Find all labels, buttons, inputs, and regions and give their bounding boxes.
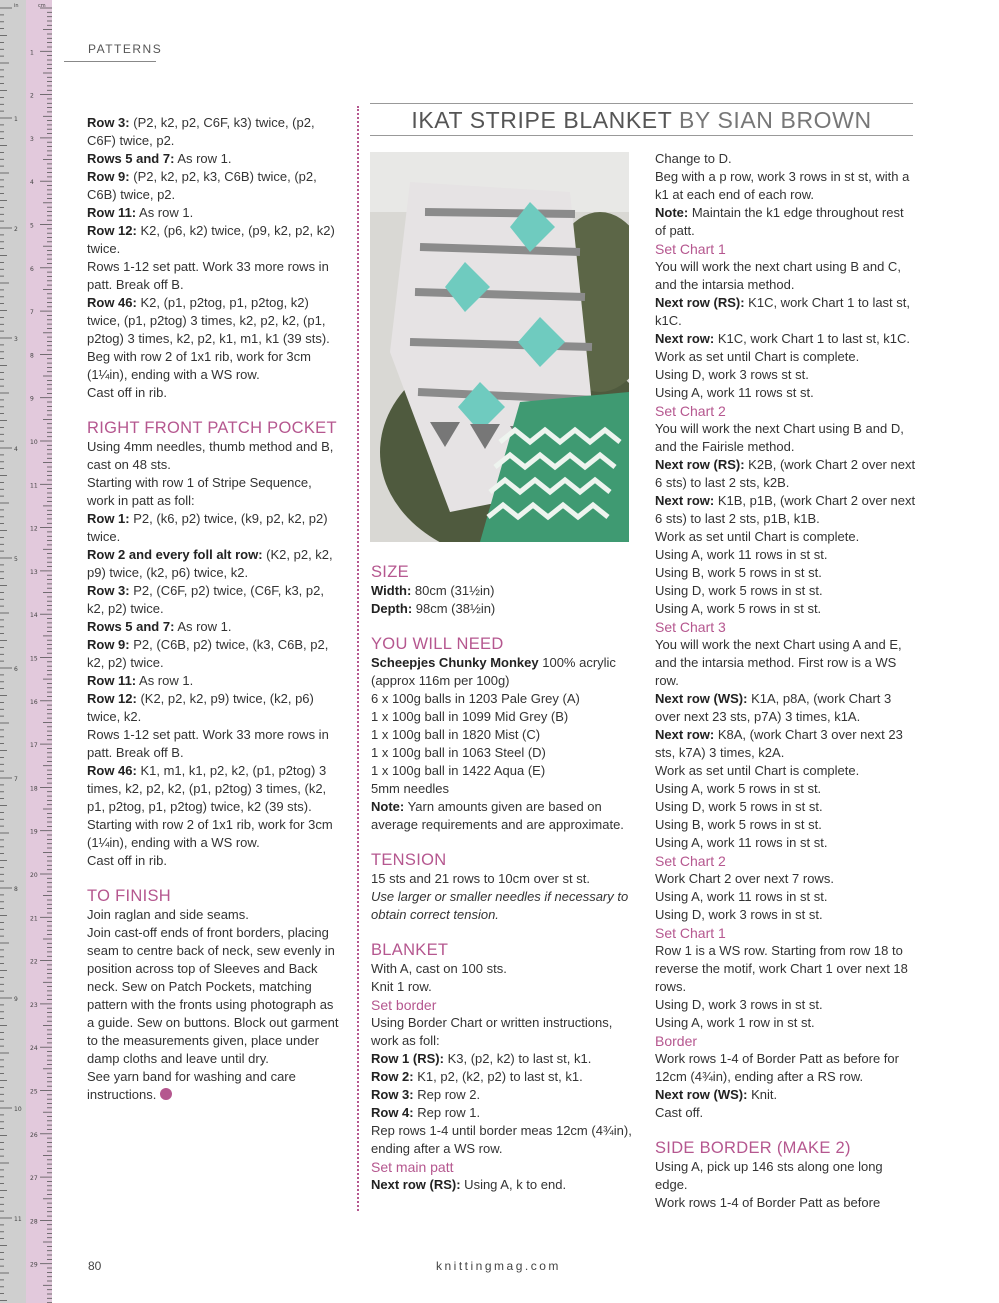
material-text: 100% acrylic (approx 116m per 100g)	[371, 655, 616, 688]
cm-label: 26	[30, 1131, 38, 1139]
col3-text: K8A, (work Chart 3 over next 23 sts, k7A) 3 times, k2A.	[655, 727, 903, 760]
col3-line	[655, 204, 917, 240]
cm-label: 8	[30, 352, 34, 360]
col3-text: Using D, work 3 rows st st.	[655, 367, 809, 382]
col3-line	[655, 1086, 917, 1104]
border-line	[371, 1014, 636, 1050]
back-line	[87, 258, 342, 294]
pocket-text: Starting with row 1 of Stripe Sequence, work in patt as foll:	[87, 475, 312, 508]
col3-text: K1A, p8A, (work Chart 3 over next 23 sts, p7A) 3 times, k1A.	[655, 691, 892, 724]
material-text: 5mm needles	[371, 781, 450, 796]
border-instructions	[371, 1014, 636, 1158]
material-line	[371, 654, 636, 690]
material-text: Yarn amounts given are based on average requirements and are approximate.	[371, 799, 624, 832]
col3-text: Work as set until Chart is complete.	[655, 763, 860, 778]
finish-heading: TO FINISH	[87, 887, 171, 905]
border-line	[371, 1104, 636, 1122]
pocket-line	[87, 726, 342, 762]
size-line	[371, 600, 636, 618]
cm-label: 20	[30, 872, 38, 879]
back-text: Beg with row 2 of 1x1 rib, work for 3cm (1¼in), ending with a WS row.	[87, 349, 311, 382]
col3-line	[655, 996, 917, 1014]
col3-text: Using A, pick up 146 sts along one long edge.	[655, 1159, 883, 1192]
material-text: 1 x 100g ball in 1099 Mid Grey (B)	[371, 709, 569, 724]
col3-text: You will work the next Chart using A and E, and the intarsia method. First row is a WS row.	[655, 637, 902, 688]
side-border-heading: SIDE BORDER (MAKE 2)	[655, 1139, 851, 1157]
tension-note: Use larger or smaller needles if necessary to obtain correct tension.	[371, 889, 629, 922]
inch-label: 6	[14, 666, 18, 673]
pocket-text: As row 1.	[136, 673, 194, 688]
back-line	[87, 114, 342, 150]
back-line	[87, 348, 342, 384]
back-text: (P2, k2, p2, k3, C6B) twice, (p2, C6B) twice, p2.	[87, 169, 317, 202]
finish-text: Join raglan and side seams.	[87, 907, 249, 922]
inch-label: 8	[14, 886, 18, 893]
main-text: Using A, k to end.	[460, 1177, 567, 1192]
tension-heading: TENSION	[371, 851, 447, 869]
inch-label: 4	[14, 446, 18, 453]
col3-text: K1B, p1B, (work Chart 2 over next 6 sts) to last 2 sts, p1B, k1B.	[655, 493, 916, 526]
material-text: 1 x 100g ball in 1422 Aqua (E)	[371, 763, 546, 778]
col3-line	[655, 870, 917, 888]
ruler-unit-label: in	[14, 3, 19, 9]
pocket-line	[87, 618, 342, 636]
col3-line	[655, 546, 917, 564]
pocket-label: Row 1:	[87, 511, 130, 526]
material-text: 1 x 100g ball in 1820 Mist (C)	[371, 727, 541, 742]
cm-label: 25	[30, 1088, 38, 1096]
material-line	[371, 762, 636, 780]
size-heading: SIZE	[371, 563, 409, 581]
pocket-label: Row 2 and every foll alt row:	[87, 547, 263, 562]
back-text: Cast off in rib.	[87, 385, 167, 400]
col3-line	[655, 726, 917, 762]
col3-text: K1C, work Chart 1 to last st, k1C.	[655, 295, 911, 328]
cm-label: 23	[30, 1001, 38, 1009]
border-label: Row 4:	[371, 1105, 414, 1120]
col3-line	[655, 636, 917, 690]
pocket-line	[87, 762, 342, 816]
material-label: Scheepjes Chunky Monkey	[371, 655, 539, 670]
finish-line	[87, 906, 342, 924]
material-line	[371, 708, 636, 726]
finish-line	[87, 1068, 342, 1104]
col3-line	[655, 780, 917, 798]
inch-label: 11	[14, 1216, 22, 1223]
col3-line	[655, 834, 917, 852]
col3-label: Next row (WS):	[655, 1087, 748, 1102]
col3-label: Next row:	[655, 331, 715, 346]
footer-site: knittingmag.com	[436, 1259, 561, 1273]
material-line	[371, 780, 636, 798]
border-line	[371, 1050, 636, 1068]
inch-label: 1	[14, 116, 18, 123]
inch-label: 10	[14, 1106, 22, 1113]
pocket-line	[87, 672, 342, 690]
col3-text: Using D, work 3 rows in st st.	[655, 907, 823, 922]
pocket-line	[87, 510, 342, 546]
main-label: Next row (RS):	[371, 1177, 461, 1192]
border-text: K3, (p2, k2) to last st, k1.	[443, 1051, 592, 1066]
col3-text: Work rows 1-4 of Border Patt as before for 12cm (4¾in), ending after a RS row.	[655, 1051, 899, 1084]
back-label: Row 46:	[87, 295, 137, 310]
back-line	[87, 150, 342, 168]
cm-label: 9	[30, 395, 34, 403]
col3-subheading: Set Chart 2	[655, 403, 726, 419]
cm-label: 22	[30, 958, 38, 966]
back-text: K2, (p6, k2) twice, (p9, k2, p2, k2) twice.	[87, 223, 335, 256]
col3-text: Work rows 1-4 of Border Patt as before	[655, 1195, 881, 1210]
pocket-text: K1, m1, k1, p2, k2, (p1, p2tog) 3 times, k2, p2, k2, (p1, p2tog) 3 times, (k2, p1, p2tog, p1, p2tog) twice, k2 (39 sts).	[87, 763, 327, 814]
pocket-line	[87, 690, 342, 726]
back-text: K2, (p1, p2tog, p1, p2tog, k2) twice, (p1, p2tog) 3 times, k2, p2, k2, (p1, p2tog) 3 times, k2, p2, k1, m1, k1 (39 sts).	[87, 295, 330, 346]
cm-label: 3	[30, 135, 34, 143]
section-label: PATTERNS	[88, 42, 163, 56]
cm-label: 24	[30, 1045, 38, 1053]
back-text: (P2, k2, p2, C6F, k3) twice, (p2, C6F) twice, p2.	[87, 115, 315, 148]
blanket-intro-2: Knit 1 row.	[371, 979, 432, 994]
size-list	[371, 582, 636, 618]
col3-text: Using A, work 11 rows in st st.	[655, 835, 828, 850]
border-label: Row 3:	[371, 1087, 414, 1102]
blanket-heading: BLANKET	[371, 941, 449, 959]
back-line	[87, 222, 342, 258]
border-text: Using Border Chart or written instructions, work as foll:	[371, 1015, 613, 1048]
back-label: Rows 5 and 7:	[87, 151, 175, 166]
pocket-label: Rows 5 and 7:	[87, 619, 175, 634]
col3-line	[655, 528, 917, 546]
pocket-line	[87, 438, 342, 474]
cm-label: 14	[30, 612, 38, 620]
size-line	[371, 582, 636, 600]
col3-label: Next row (WS):	[655, 691, 748, 706]
col3-line	[655, 1194, 917, 1212]
cm-label: 16	[30, 698, 38, 706]
pocket-text: Cast off in rib.	[87, 853, 167, 868]
cm-label: 6	[30, 265, 34, 273]
pocket-instructions	[87, 438, 342, 870]
col3-line	[655, 258, 917, 294]
col3-text: K1C, work Chart 1 to last st, k1C.	[714, 331, 911, 346]
pocket-text: P2, (k6, p2) twice, (k9, p2, k2, p2) twice.	[87, 511, 328, 544]
col3-line	[655, 690, 917, 726]
col3-line	[655, 1050, 917, 1086]
cm-label: 7	[30, 309, 34, 317]
size-text: 80cm (31½in)	[411, 583, 495, 598]
finish-instructions	[87, 906, 342, 1104]
cm-label: 18	[30, 785, 38, 793]
col3-line	[655, 816, 917, 834]
cm-label: 27	[30, 1175, 38, 1183]
col3-line	[655, 492, 917, 528]
material-text: 6 x 100g balls in 1203 Pale Grey (A)	[371, 691, 580, 706]
set-main-subheading: Set main patt	[371, 1159, 454, 1175]
col3-line	[655, 1014, 917, 1032]
cm-label: 2	[30, 92, 34, 100]
col3-line	[655, 420, 917, 456]
back-line	[87, 168, 342, 204]
main-line	[371, 1176, 636, 1194]
col3-line	[655, 294, 917, 330]
col3-text: Work as set until Chart is complete.	[655, 349, 860, 364]
pocket-text: P2, (C6F, p2) twice, (C6F, k3, p2, k2, p2) twice.	[87, 583, 324, 616]
border-label: Row 1 (RS):	[371, 1051, 444, 1066]
inch-label: 2	[14, 226, 18, 233]
col3-line	[655, 384, 917, 402]
back-line	[87, 384, 342, 402]
pocket-line	[87, 816, 342, 852]
col3-text: You will work the next Chart using B and D, and the Fairisle method.	[655, 421, 904, 454]
col3-line	[655, 456, 917, 492]
col3-line	[655, 582, 917, 600]
col3-text: Knit.	[747, 1087, 778, 1102]
border-text: Rep row 1.	[413, 1105, 481, 1120]
col3-subheading: Set Chart 1	[655, 925, 726, 941]
cm-label: 4	[30, 179, 34, 187]
blanket-intro-1: With A, cast on 100 sts.	[371, 961, 507, 976]
ruler-ticks	[0, 0, 52, 1303]
cm-label: 1	[30, 49, 34, 57]
inch-label: 9	[14, 996, 18, 1003]
col3-line	[655, 762, 917, 780]
tension-text: 15 sts and 21 rows to 10cm over st st.	[371, 871, 590, 886]
col3-text: Using D, work 5 rows in st st.	[655, 583, 823, 598]
col3-text: Using A, work 11 rows st st.	[655, 385, 814, 400]
cm-label: 28	[30, 1218, 38, 1226]
col3-subheading: Set Chart 1	[655, 241, 726, 257]
blanket-photo	[370, 152, 629, 542]
border-line	[371, 1068, 636, 1086]
back-label: Row 9:	[87, 169, 130, 184]
col3-line	[655, 798, 917, 816]
page-number: 80	[88, 1259, 102, 1273]
pocket-label: Row 3:	[87, 583, 130, 598]
size-label: Depth:	[371, 601, 413, 616]
back-instructions	[87, 114, 342, 402]
cm-label: 10	[30, 439, 38, 446]
col3-line	[655, 366, 917, 384]
title-byline: BY SIAN BROWN	[678, 107, 872, 133]
col3-text: Using D, work 5 rows in st st.	[655, 799, 823, 814]
pocket-line	[87, 582, 342, 618]
pocket-line	[87, 546, 342, 582]
col3-label: Next row:	[655, 493, 715, 508]
cm-label: 29	[30, 1261, 38, 1269]
pocket-label: Row 12:	[87, 691, 137, 706]
material-line	[371, 744, 636, 762]
pocket-text: Using 4mm needles, thumb method and B, cast on 48 sts.	[87, 439, 334, 472]
materials-list	[371, 654, 636, 834]
cm-label: 11	[30, 482, 38, 490]
back-text: Rows 1-12 set patt. Work 33 more rows in patt. Break off B.	[87, 259, 329, 292]
cm-label: 5	[30, 222, 34, 230]
inch-label: 7	[14, 776, 18, 783]
col3-text: Using A, work 11 rows in st st.	[655, 547, 828, 562]
col3-text: Maintain the k1 edge throughout rest of patt.	[655, 205, 904, 238]
material-line	[371, 798, 636, 834]
cm-label: 15	[30, 655, 38, 663]
pocket-line	[87, 636, 342, 672]
col3-text: Using A, work 11 rows in st st.	[655, 889, 828, 904]
set-border-subheading: Set border	[371, 997, 437, 1013]
pocket-text: Rows 1-12 set patt. Work 33 more rows in patt. Break off B.	[87, 727, 329, 760]
col3-text: Using A, work 1 row in st st.	[655, 1015, 815, 1030]
article-title	[370, 107, 913, 134]
col3-line	[655, 1158, 917, 1194]
back-text: As row 1.	[174, 151, 232, 166]
measuring-ruler	[0, 0, 52, 1303]
col3-line	[655, 564, 917, 582]
main-instructions	[371, 1176, 636, 1194]
cm-label: 21	[30, 915, 38, 923]
col3-label: Next row:	[655, 727, 715, 742]
col3-label: Next row (RS):	[655, 457, 745, 472]
col3-subheading: Set Chart 3	[655, 619, 726, 635]
border-line	[371, 1086, 636, 1104]
col3-text: Using A, work 5 rows in st st.	[655, 601, 822, 616]
col3-text: Change to D.	[655, 151, 732, 166]
cm-label: 17	[30, 742, 38, 750]
col3-text: Row 1 is a WS row. Starting from row 18 to reverse the motif, work Chart 1 over next 18 rows.	[655, 943, 908, 994]
col3-line	[655, 348, 917, 366]
column-3	[655, 150, 917, 1212]
col3-text: Work Chart 2 over next 7 rows.	[655, 871, 834, 886]
section-rule	[64, 61, 156, 62]
pocket-text: (K2, p2, k2, p9) twice, (k2, p6) twice, k2.	[87, 691, 314, 724]
finish-text: See yarn band for washing and care instructions.	[87, 1069, 296, 1102]
pocket-text: Starting with row 2 of 1x1 rib, work for 3cm (1¼in), ending with a WS row.	[87, 817, 333, 850]
pocket-text: (K2, p2, k2, p9) twice, (k2, p6) twice, k2.	[87, 547, 333, 580]
border-text: Rep rows 1-4 until border meas 12cm (4¾in), ending after a WS row.	[371, 1123, 632, 1156]
col3-text: Using D, work 3 rows in st st.	[655, 997, 823, 1012]
back-label: Row 12:	[87, 223, 137, 238]
border-text: K1, p2, (k2, p2) to last st, k1.	[413, 1069, 583, 1084]
col3-line	[655, 888, 917, 906]
size-label: Width:	[371, 583, 412, 598]
pocket-line	[87, 474, 342, 510]
col3-label: Next row (RS):	[655, 295, 745, 310]
col3-line	[655, 1104, 917, 1122]
col3-label: Note:	[655, 205, 689, 220]
material-text: 1 x 100g ball in 1063 Steel (D)	[371, 745, 546, 760]
col3-subheading: Set Chart 2	[655, 853, 726, 869]
back-line	[87, 204, 342, 222]
yarn-ball-icon	[160, 1088, 172, 1100]
back-line	[87, 294, 342, 348]
col3-subheading: Border	[655, 1033, 698, 1049]
materials-heading: YOU WILL NEED	[371, 635, 504, 653]
col3-text: K2B, (work Chart 2 over next 6 sts) to last 2 sts, k2B.	[655, 457, 916, 490]
border-line	[371, 1122, 636, 1158]
cm-label: 19	[30, 828, 38, 836]
material-line	[371, 726, 636, 744]
col3-text: Using A, work 5 rows in st st.	[655, 781, 822, 796]
col3-text: Work as set until Chart is complete.	[655, 529, 860, 544]
col3-text: Using B, work 5 rows in st st.	[655, 817, 822, 832]
border-label: Row 2:	[371, 1069, 414, 1084]
pocket-label: Row 11:	[87, 673, 137, 688]
finish-line	[87, 924, 342, 1068]
col3-line	[655, 330, 917, 348]
pocket-text: P2, (C6B, p2) twice, (k3, C6B, p2, k2, p2) twice.	[87, 637, 329, 670]
col3-text: Beg with a p row, work 3 rows in st st, with a k1 at each end of each row.	[655, 169, 910, 202]
article-title-box	[370, 103, 913, 136]
col3-text: You will work the next chart using B and C, and the intarsia method.	[655, 259, 901, 292]
cm-label: 12	[30, 525, 38, 533]
cm-label: 13	[30, 568, 38, 576]
title-main: IKAT STRIPE BLANKET	[411, 107, 672, 133]
material-label: Note:	[371, 799, 405, 814]
col3-line	[655, 942, 917, 996]
column-1	[87, 114, 342, 1104]
material-line	[371, 690, 636, 708]
inch-label: 5	[14, 556, 18, 563]
col3-line	[655, 906, 917, 924]
pocket-label: Row 9:	[87, 637, 130, 652]
ruler-unit-label: cm	[38, 3, 46, 9]
back-text: As row 1.	[136, 205, 194, 220]
col3-line	[655, 168, 917, 204]
column-2	[371, 562, 636, 1194]
col3-line	[655, 600, 917, 618]
pocket-line	[87, 852, 342, 870]
pocket-text: As row 1.	[174, 619, 232, 634]
inch-label: 3	[14, 336, 18, 343]
border-text: Rep row 2.	[413, 1087, 481, 1102]
back-label: Row 11:	[87, 205, 137, 220]
finish-text: Join cast-off ends of front borders, placing seam to centre back of neck, sew evenly in position across top of Sleeves and Back neck. Sew on Patch Pockets, matching pattern with the fronts using photograph as a guide. Sew on buttons. Block out garment to the measurements given, place under damp cloths and leave until dry.	[87, 925, 339, 1066]
pocket-heading: RIGHT FRONT PATCH POCKET	[87, 419, 337, 437]
column-divider	[357, 106, 359, 1211]
back-label: Row 3:	[87, 115, 130, 130]
pocket-label: Row 46:	[87, 763, 137, 778]
col3-line	[655, 150, 917, 168]
col3-text: Using B, work 5 rows in st st.	[655, 565, 822, 580]
size-text: 98cm (38½in)	[412, 601, 496, 616]
col3-text: Cast off.	[655, 1105, 704, 1120]
